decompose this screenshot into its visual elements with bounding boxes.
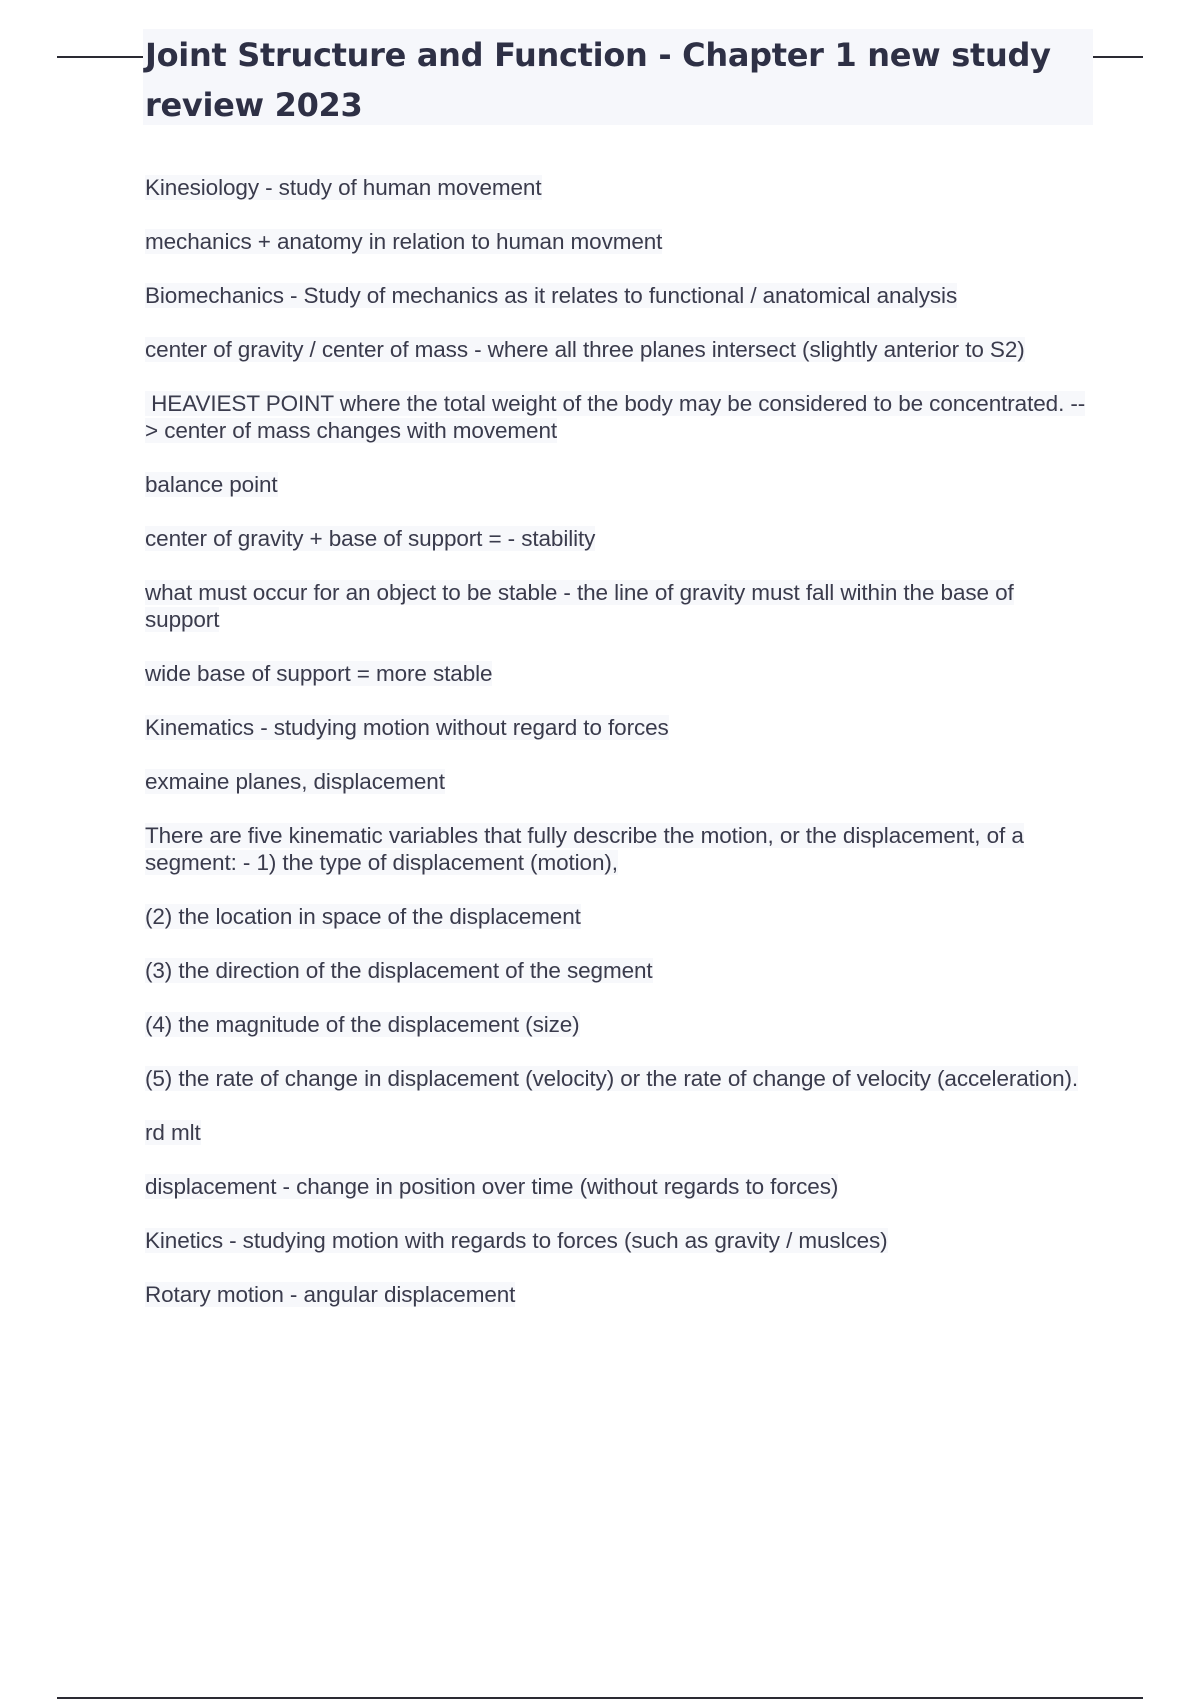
paragraph-text: Rotary motion - angular displacement (145, 1282, 516, 1307)
paragraph-text: Kinematics - studying motion without regard to forces (145, 715, 669, 740)
paragraph-text: (2) the location in space of the displacement (145, 904, 581, 929)
paragraph (145, 1227, 1090, 1254)
page-title: Joint Structure and Function - Chapter 1 new study review 2023 (145, 36, 1051, 124)
paragraph-text: center of gravity + base of support = - stability (145, 526, 596, 551)
title-rule-left (57, 56, 145, 58)
paragraph-text: displacement - change in position over time (without regards to forces) (145, 1174, 839, 1199)
paragraph-text: rd mlt (145, 1120, 201, 1145)
paragraph-text: wide base of support = more stable (145, 661, 493, 686)
paragraph (145, 228, 1090, 255)
paragraph-text: exmaine planes, displacement (145, 769, 445, 794)
paragraph (145, 903, 1090, 930)
paragraph-text: (3) the direction of the displacement of the segment (145, 958, 653, 983)
paragraph-text: HEAVIEST POINT where the total weight of the body may be considered to be concentrated. --> center of mass changes with movement (145, 391, 1086, 443)
paragraph (145, 1065, 1090, 1092)
paragraph (145, 768, 1090, 795)
paragraph-text: what must occur for an object to be stable - the line of gravity must fall within the base of support (145, 580, 1014, 632)
paragraph (145, 282, 1090, 309)
paragraph (145, 822, 1090, 876)
document-body (145, 174, 1090, 1335)
paragraph (145, 1173, 1090, 1200)
paragraph (145, 174, 1090, 201)
paragraph (145, 525, 1090, 552)
paragraph (145, 336, 1090, 363)
paragraph-text: mechanics + anatomy in relation to human movment (145, 229, 663, 254)
title-rule-right (1093, 56, 1143, 58)
paragraph-text: (5) the rate of change in displacement (velocity) or the rate of change of velocity (acceleration). (145, 1066, 1079, 1091)
paragraph-text: Kinetics - studying motion with regards to forces (such as gravity / muslces) (145, 1228, 888, 1253)
paragraph (145, 1011, 1090, 1038)
paragraph (145, 714, 1090, 741)
paragraph-text: (4) the magnitude of the displacement (size) (145, 1012, 580, 1037)
paragraph (145, 390, 1090, 444)
paragraph-text: Kinesiology - study of human movement (145, 175, 542, 200)
paragraph-text: balance point (145, 472, 278, 497)
paragraph (145, 1281, 1090, 1308)
paragraph-text: Biomechanics - Study of mechanics as it relates to functional / anatomical analysis (145, 283, 958, 308)
paragraph (145, 471, 1090, 498)
paragraph-text: center of gravity / center of mass - where all three planes intersect (slightly anterior to S2) (145, 337, 1025, 362)
paragraph (145, 957, 1090, 984)
paragraph-text: There are five kinematic variables that fully describe the motion, or the displacement, of a segment: - 1) the type of displacement (motion), (145, 823, 1024, 875)
footer-rule (57, 1697, 1143, 1699)
paragraph (145, 660, 1090, 687)
paragraph (145, 1119, 1090, 1146)
paragraph (145, 579, 1090, 633)
